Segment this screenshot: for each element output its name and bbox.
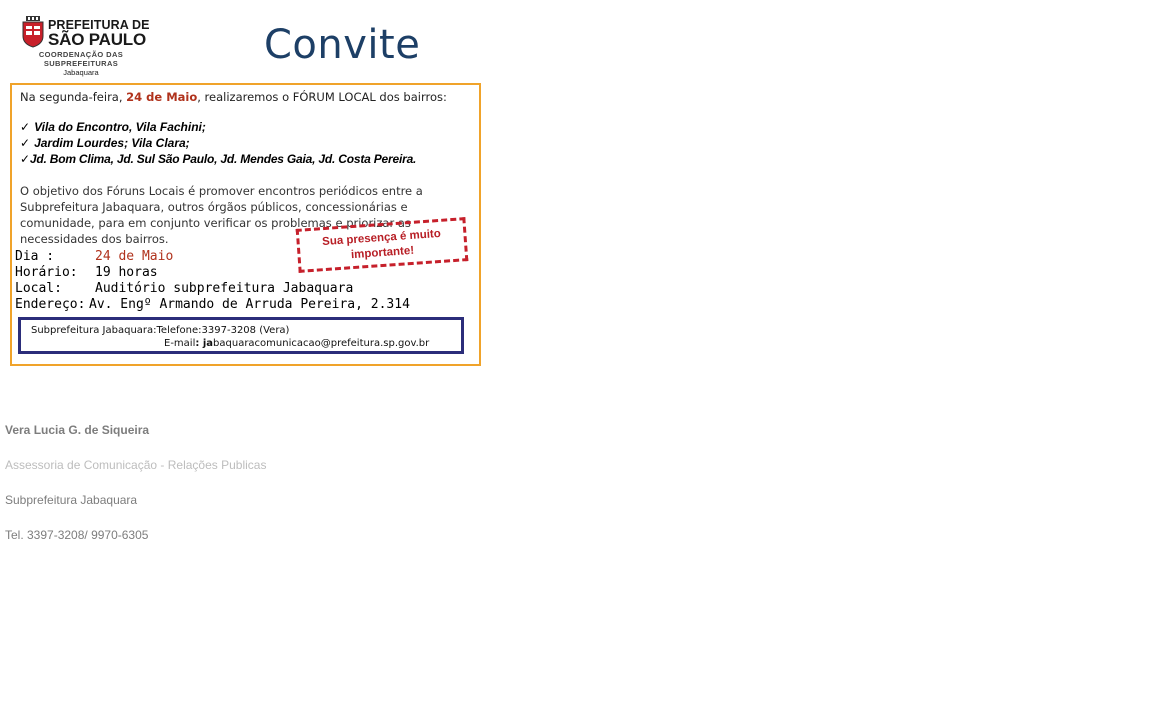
detail-label: Endereço:	[15, 297, 86, 312]
objective-line: O objetivo dos Fóruns Locais é promover encontros periódicos entre a	[20, 184, 423, 198]
detail-dia	[15, 249, 173, 264]
bairro-text: Jd. Bom Clima, Jd. Sul São Paulo, Jd. Mendes Gaia, Jd. Costa Pereira.	[29, 152, 417, 166]
detail-horario	[15, 265, 158, 280]
objective-line: necessidades dos bairros.	[20, 232, 169, 246]
intro-date: 24 de Maio	[126, 90, 198, 104]
objective-line: Subprefeitura Jabaquara, outros órgãos públicos, concessionárias e	[20, 200, 408, 214]
stamp-line-1: Sua presença é muito	[321, 227, 442, 249]
detail-label: Dia :	[15, 249, 55, 264]
intro-post: , realizaremos o FÓRUM LOCAL dos bairros:	[197, 90, 447, 104]
prefeitura-logo	[18, 14, 150, 78]
email-label: E-mail	[164, 338, 196, 349]
contact-phone: Subprefeitura Jabaquara:Telefone:3397-3208 (Vera)	[31, 325, 290, 336]
email-address-rest[interactable]: baquaracomunicacao@prefeitura.sp.gov.br	[213, 338, 430, 349]
bairro-item	[20, 120, 206, 134]
stamp-line-2: importante!	[350, 244, 415, 262]
detail-value: Auditório subprefeitura Jabaquara	[95, 281, 354, 296]
bairro-item	[20, 152, 416, 166]
email-colon: :	[195, 338, 203, 349]
check-icon: ✓	[20, 120, 31, 134]
logo-line-1: PREFEITURA DE	[48, 18, 150, 32]
detail-value: 24 de Maio	[95, 249, 174, 264]
detail-endereco	[15, 297, 410, 312]
check-icon: ✓	[20, 152, 30, 166]
signature-role: Assessoria de Comunicação - Relações Publicas	[5, 458, 267, 472]
city-crest-icon	[20, 16, 46, 48]
objective-line: comunidade, para em conjunto verificar os problemas e priorizar as	[20, 216, 411, 230]
email-bold-part: ja	[202, 338, 214, 349]
logo-line-3: COORDENAÇÃO DAS	[38, 50, 124, 59]
logo-line-5: Jabaquara	[63, 68, 99, 77]
signature-name: Vera Lucia G. de Siqueira	[5, 423, 150, 437]
check-icon: ✓	[20, 136, 31, 150]
detail-value: Av. Engº Armando de Arruda Pereira, 2.314	[89, 297, 410, 312]
invitation-card	[10, 83, 481, 366]
contact-box	[18, 317, 464, 354]
signature-tel: Tel. 3397-3208/ 9970-6305	[5, 528, 149, 542]
logo-line-4: SUBPREFEITURAS	[43, 59, 119, 68]
bairro-text: Vila do Encontro, Vila Fachini;	[34, 120, 206, 134]
detail-label: Local:	[15, 281, 62, 296]
invite-title: Convite	[264, 22, 421, 68]
intro-sentence	[20, 90, 447, 104]
detail-local	[15, 281, 353, 296]
detail-label: Horário:	[15, 265, 78, 280]
detail-value: 19 horas	[95, 265, 158, 280]
bairro-text: Jardim Lourdes; Vila Clara;	[34, 136, 190, 150]
bairro-item	[20, 136, 190, 150]
contact-email	[164, 338, 429, 349]
signature-org: Subprefeitura Jabaquara	[5, 493, 138, 507]
logo-line-2: SÃO PAULO	[48, 30, 147, 49]
intro-pre: Na segunda-feira,	[20, 90, 127, 104]
